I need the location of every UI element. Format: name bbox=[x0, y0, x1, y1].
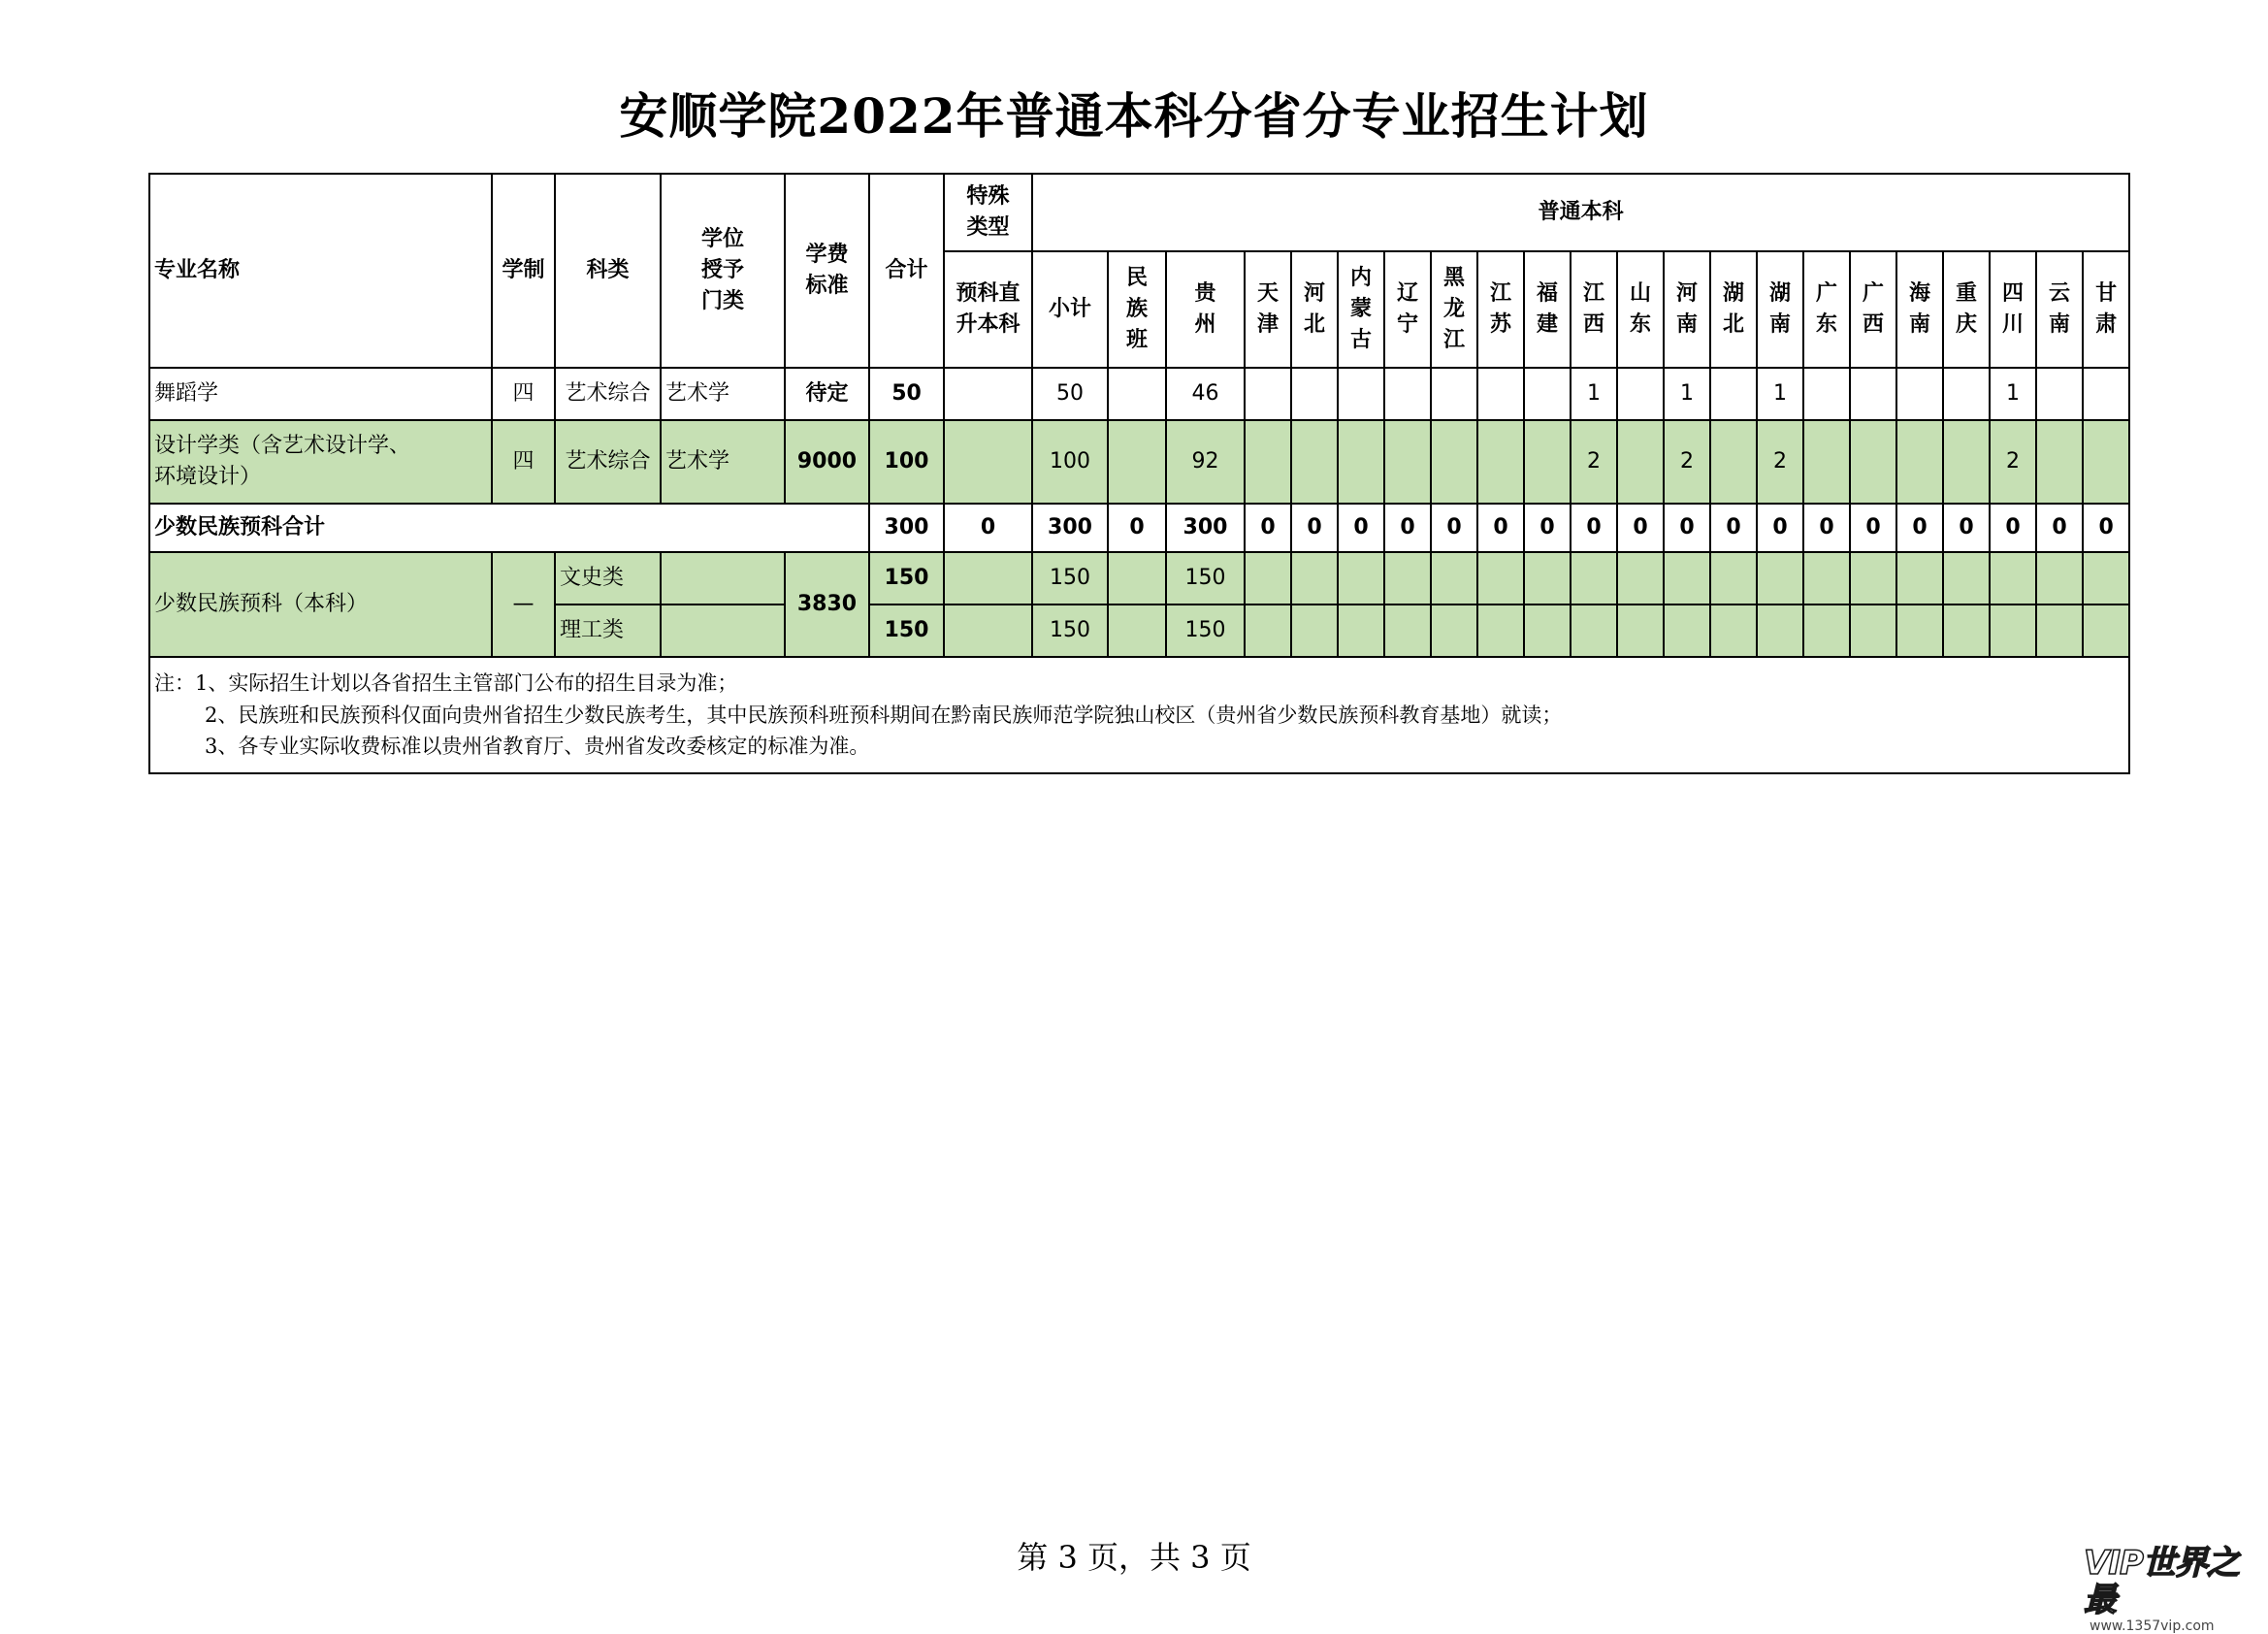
summary-ethnic: 0 bbox=[1108, 504, 1166, 552]
cell-ethnic bbox=[1108, 552, 1166, 605]
header-major: 专业名称 bbox=[149, 174, 492, 368]
header-province: 内蒙古 bbox=[1338, 251, 1384, 368]
cell-degree: 艺术学 bbox=[661, 420, 785, 504]
cell-province bbox=[2083, 552, 2129, 605]
table-row bbox=[149, 552, 2129, 605]
header-province: 江苏 bbox=[1477, 251, 1524, 368]
cell-province bbox=[1338, 605, 1384, 657]
cell-province bbox=[2036, 552, 2083, 605]
cell-province bbox=[1617, 605, 1664, 657]
cell-category: 理工类 bbox=[555, 605, 661, 657]
cell-province bbox=[1571, 605, 1617, 657]
cell-province bbox=[1710, 420, 1757, 504]
cell-province bbox=[1384, 368, 1431, 420]
cell-province bbox=[1850, 368, 1896, 420]
header-ethnic: 民族班 bbox=[1108, 251, 1166, 368]
header-province: 河南 bbox=[1664, 251, 1710, 368]
cell-total: 100 bbox=[869, 420, 944, 504]
cell-total: 150 bbox=[869, 605, 944, 657]
cell-province bbox=[1757, 552, 1803, 605]
cell-province bbox=[1524, 605, 1571, 657]
watermark-brand: VIP世界之最 bbox=[2084, 1544, 2239, 1619]
cell-province bbox=[1757, 605, 1803, 657]
cell-province bbox=[1291, 552, 1338, 605]
cell-category: 艺术综合 bbox=[555, 420, 661, 504]
header-total: 合计 bbox=[869, 174, 944, 368]
summary-province: 300 bbox=[1166, 504, 1245, 552]
cell-province bbox=[2083, 605, 2129, 657]
summary-province: 0 bbox=[2036, 504, 2083, 552]
cell-fee: 待定 bbox=[785, 368, 869, 420]
summary-row bbox=[149, 504, 2129, 552]
cell-province bbox=[1803, 552, 1850, 605]
header-province: 重庆 bbox=[1943, 251, 1990, 368]
cell-province: 2 bbox=[1990, 420, 2036, 504]
cell-prep-direct bbox=[944, 420, 1032, 504]
header-province: 广东 bbox=[1803, 251, 1850, 368]
cell-province bbox=[1990, 605, 2036, 657]
summary-province: 0 bbox=[1990, 504, 2036, 552]
cell-province bbox=[1477, 605, 1524, 657]
cell-province bbox=[1338, 420, 1384, 504]
cell-province bbox=[1524, 420, 1571, 504]
cell-province bbox=[1431, 368, 1477, 420]
note-3: 3、各专业实际收费标准以贵州省教育厅、贵州省发改委核定的标准为准。 bbox=[205, 735, 870, 759]
summary-prep-direct: 0 bbox=[944, 504, 1032, 552]
cell-total: 50 bbox=[869, 368, 944, 420]
summary-province: 0 bbox=[1896, 504, 1943, 552]
cell-degree bbox=[661, 605, 785, 657]
summary-province: 0 bbox=[1710, 504, 1757, 552]
header-row-1 bbox=[149, 174, 2129, 251]
summary-province: 0 bbox=[1617, 504, 1664, 552]
page-footer: 第 3 页，共 3 页 bbox=[1017, 1539, 1251, 1576]
notes bbox=[149, 657, 2129, 773]
cell-province: 2 bbox=[1757, 420, 1803, 504]
cell-province bbox=[1617, 368, 1664, 420]
cell-ethnic bbox=[1108, 605, 1166, 657]
summary-province: 0 bbox=[1850, 504, 1896, 552]
cell-major: 舞蹈学 bbox=[149, 368, 492, 420]
header-prep-direct: 预科直升本科 bbox=[944, 251, 1032, 368]
cell-province bbox=[1850, 420, 1896, 504]
header-province: 湖南 bbox=[1757, 251, 1803, 368]
cell-category: 艺术综合 bbox=[555, 368, 661, 420]
cell-subtotal: 150 bbox=[1032, 605, 1108, 657]
header-province: 云南 bbox=[2036, 251, 2083, 368]
cell-length: 四 bbox=[492, 420, 555, 504]
cell-province bbox=[1617, 420, 1664, 504]
summary-province: 0 bbox=[1757, 504, 1803, 552]
cell-province bbox=[1943, 368, 1990, 420]
cell-province: 150 bbox=[1166, 552, 1245, 605]
watermark-logo bbox=[2084, 1544, 2264, 1634]
cell-province bbox=[1431, 605, 1477, 657]
cell-length: — bbox=[492, 552, 555, 657]
cell-province bbox=[1245, 552, 1291, 605]
cell-total: 150 bbox=[869, 552, 944, 605]
cell-province bbox=[1850, 605, 1896, 657]
header-province: 山东 bbox=[1617, 251, 1664, 368]
cell-fee: 9000 bbox=[785, 420, 869, 504]
cell-province bbox=[1431, 420, 1477, 504]
cell-major: 少数民族预科（本科） bbox=[149, 552, 492, 657]
cell-province: 1 bbox=[1757, 368, 1803, 420]
cell-prep-direct bbox=[944, 605, 1032, 657]
cell-province bbox=[1384, 552, 1431, 605]
cell-province bbox=[1291, 605, 1338, 657]
cell-province: 1 bbox=[1990, 368, 2036, 420]
summary-label: 少数民族预科合计 bbox=[149, 504, 869, 552]
cell-province bbox=[1990, 552, 2036, 605]
cell-province bbox=[1803, 420, 1850, 504]
cell-fee: 3830 bbox=[785, 552, 869, 657]
cell-province bbox=[1896, 368, 1943, 420]
cell-province bbox=[1477, 552, 1524, 605]
cell-province bbox=[1245, 368, 1291, 420]
cell-major: 设计学类（含艺术设计学、环境设计） bbox=[149, 420, 492, 504]
cell-province bbox=[1617, 552, 1664, 605]
cell-province bbox=[1477, 420, 1524, 504]
summary-province: 0 bbox=[1338, 504, 1384, 552]
summary-province: 0 bbox=[1803, 504, 1850, 552]
header-province: 河北 bbox=[1291, 251, 1338, 368]
cell-province bbox=[1431, 552, 1477, 605]
cell-province: 150 bbox=[1166, 605, 1245, 657]
header-province: 海南 bbox=[1896, 251, 1943, 368]
watermark-url: www.1357vip.com bbox=[2090, 1618, 2215, 1634]
header-province: 四川 bbox=[1990, 251, 2036, 368]
cell-province bbox=[1477, 368, 1524, 420]
header-general: 普通本科 bbox=[1032, 174, 2129, 251]
cell-province bbox=[2083, 368, 2129, 420]
cell-province bbox=[1710, 368, 1757, 420]
cell-province bbox=[1524, 552, 1571, 605]
header-province: 广西 bbox=[1850, 251, 1896, 368]
page-title: 安顺学院2022年普通本科分省分专业招生计划 bbox=[619, 87, 1649, 145]
cell-province: 2 bbox=[1571, 420, 1617, 504]
cell-length: 四 bbox=[492, 368, 555, 420]
summary-province: 0 bbox=[1477, 504, 1524, 552]
cell-province bbox=[1943, 552, 1990, 605]
header-fee: 学费标准 bbox=[785, 174, 869, 368]
cell-prep-direct bbox=[944, 552, 1032, 605]
cell-province bbox=[1710, 552, 1757, 605]
cell-province bbox=[1571, 552, 1617, 605]
cell-province bbox=[1245, 605, 1291, 657]
header-province: 甘肃 bbox=[2083, 251, 2129, 368]
cell-province bbox=[1384, 605, 1431, 657]
cell-province bbox=[1338, 552, 1384, 605]
cell-province bbox=[2036, 605, 2083, 657]
header-province: 贵州 bbox=[1166, 251, 1245, 368]
header-degree: 学位授予门类 bbox=[661, 174, 785, 368]
cell-province bbox=[1245, 420, 1291, 504]
cell-subtotal: 150 bbox=[1032, 552, 1108, 605]
summary-province: 0 bbox=[1664, 504, 1710, 552]
cell-province bbox=[1896, 420, 1943, 504]
summary-total: 300 bbox=[869, 504, 944, 552]
summary-province: 0 bbox=[2083, 504, 2129, 552]
cell-ethnic bbox=[1108, 420, 1166, 504]
cell-province bbox=[1943, 605, 1990, 657]
header-length: 学制 bbox=[492, 174, 555, 368]
cell-province bbox=[2036, 420, 2083, 504]
header-province: 天津 bbox=[1245, 251, 1291, 368]
summary-province: 0 bbox=[1571, 504, 1617, 552]
cell-ethnic bbox=[1108, 368, 1166, 420]
header-province: 福建 bbox=[1524, 251, 1571, 368]
cell-degree: 艺术学 bbox=[661, 368, 785, 420]
cell-province bbox=[1710, 605, 1757, 657]
header-category: 科类 bbox=[555, 174, 661, 368]
cell-province bbox=[1664, 552, 1710, 605]
cell-province bbox=[1850, 552, 1896, 605]
summary-province: 0 bbox=[1524, 504, 1571, 552]
cell-province bbox=[1291, 420, 1338, 504]
notes-row bbox=[149, 657, 2129, 773]
cell-province: 2 bbox=[1664, 420, 1710, 504]
header-province: 辽宁 bbox=[1384, 251, 1431, 368]
cell-province: 46 bbox=[1166, 368, 1245, 420]
summary-province: 0 bbox=[1943, 504, 1990, 552]
table-row bbox=[149, 420, 2129, 504]
cell-province: 1 bbox=[1664, 368, 1710, 420]
table-row bbox=[149, 368, 2129, 420]
cell-province bbox=[1338, 368, 1384, 420]
cell-province bbox=[2083, 420, 2129, 504]
note-1: 注：1、实际招生计划以各省招生主管部门公布的招生目录为准； bbox=[154, 671, 738, 696]
cell-subtotal: 50 bbox=[1032, 368, 1108, 420]
note-2: 2、民族班和民族预科仅面向贵州省招生少数民族考生，其中民族预科班预科期间在黔南民族师范学院独山校区（贵州省少数民族预科教育基地）就读； bbox=[205, 703, 1563, 727]
cell-subtotal: 100 bbox=[1032, 420, 1108, 504]
summary-province: 0 bbox=[1245, 504, 1291, 552]
cell-province bbox=[1896, 605, 1943, 657]
cell-category: 文史类 bbox=[555, 552, 661, 605]
cell-province bbox=[1291, 368, 1338, 420]
header-special: 特殊类型 bbox=[944, 174, 1032, 251]
cell-prep-direct bbox=[944, 368, 1032, 420]
header-province: 黑龙江 bbox=[1431, 251, 1477, 368]
cell-province: 92 bbox=[1166, 420, 1245, 504]
cell-province bbox=[1896, 552, 1943, 605]
header-province: 江西 bbox=[1571, 251, 1617, 368]
summary-province: 0 bbox=[1384, 504, 1431, 552]
cell-province bbox=[2036, 368, 2083, 420]
header-subtotal: 小计 bbox=[1032, 251, 1108, 368]
enrollment-plan-table bbox=[148, 173, 2130, 774]
cell-province bbox=[1943, 420, 1990, 504]
cell-province bbox=[1384, 420, 1431, 504]
cell-province: 1 bbox=[1571, 368, 1617, 420]
summary-subtotal: 300 bbox=[1032, 504, 1108, 552]
cell-province bbox=[1524, 368, 1571, 420]
cell-degree bbox=[661, 552, 785, 605]
summary-province: 0 bbox=[1431, 504, 1477, 552]
summary-province: 0 bbox=[1291, 504, 1338, 552]
cell-province bbox=[1803, 605, 1850, 657]
cell-province bbox=[1664, 605, 1710, 657]
header-province: 湖北 bbox=[1710, 251, 1757, 368]
cell-province bbox=[1803, 368, 1850, 420]
